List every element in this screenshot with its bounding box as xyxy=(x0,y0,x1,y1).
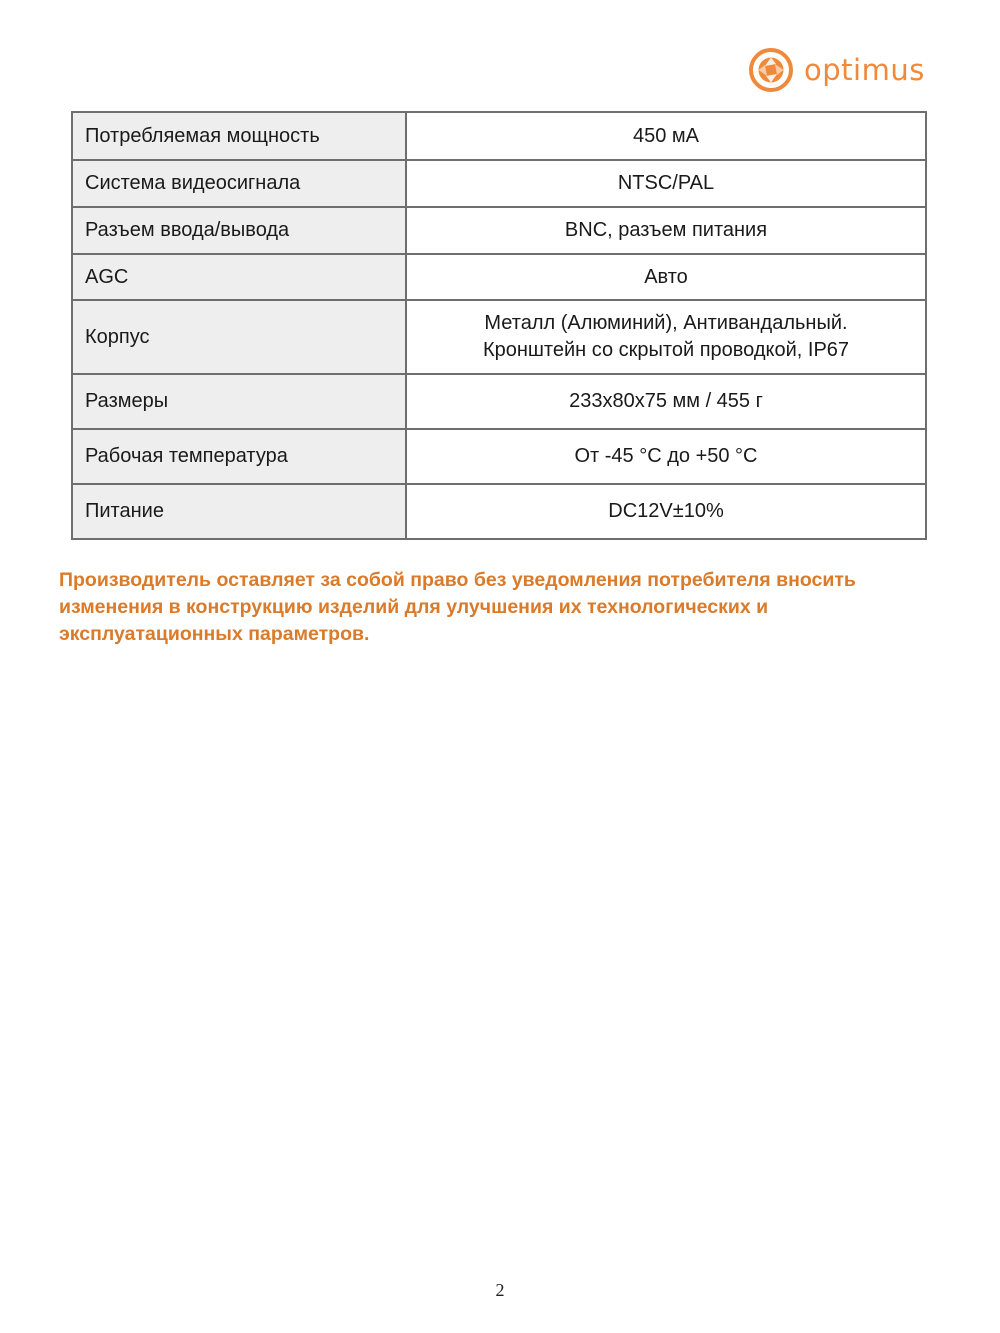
spec-param: Система видеосигнала xyxy=(72,160,406,207)
spec-value xyxy=(406,254,926,300)
aperture-logo-icon xyxy=(748,47,794,93)
table-row xyxy=(72,112,926,160)
spec-param: Питание xyxy=(72,484,406,539)
spec-value-line: Металл (Алюминий), Антивандальный. xyxy=(484,312,848,334)
spec-value xyxy=(406,207,926,254)
spec-value-line: 450 мА xyxy=(632,124,699,147)
spec-value-line: Авто xyxy=(644,265,688,288)
spec-value xyxy=(406,484,926,539)
table-row xyxy=(72,300,926,374)
table-row xyxy=(72,207,926,254)
table-row xyxy=(72,484,926,539)
spec-value xyxy=(406,300,926,374)
table-row xyxy=(72,254,926,300)
spec-param: Разъем ввода/вывода xyxy=(72,207,406,254)
brand-name: optimus xyxy=(804,52,925,87)
spec-value-line: От -45 °С до +50 °С xyxy=(574,445,758,467)
table-row xyxy=(72,429,926,484)
spec-param: Рабочая температура xyxy=(72,429,406,484)
table-row xyxy=(72,160,926,207)
spec-value-line: NTSC/PAL xyxy=(617,172,715,194)
spec-param: AGC xyxy=(72,254,406,300)
spec-value-line: DC12V±10% xyxy=(608,500,724,522)
spec-value xyxy=(406,160,926,207)
page-number: 2 xyxy=(495,1280,505,1300)
spec-value xyxy=(406,374,926,429)
spec-value-line: Кронштейн со скрытой проводкой, IP67 xyxy=(482,339,850,361)
spec-param: Размеры xyxy=(72,374,406,429)
spec-param: Корпус xyxy=(72,300,406,374)
spec-value xyxy=(406,112,926,160)
spec-value xyxy=(406,429,926,484)
table-row xyxy=(72,374,926,429)
spec-value-line: 233х80х75 мм / 455 г xyxy=(569,390,763,412)
specifications-table xyxy=(71,111,927,540)
spec-param: Потребляемая мощность xyxy=(72,112,406,160)
spec-value-line: BNC, разъем питания xyxy=(564,219,768,241)
brand-logo xyxy=(748,44,925,96)
manufacturer-notice: Производитель оставляет за собой право без уведомления потребителя вносить изменения в конструкцию изделий для улучшения их технологических и эксплуатационных параметров. xyxy=(59,569,856,645)
